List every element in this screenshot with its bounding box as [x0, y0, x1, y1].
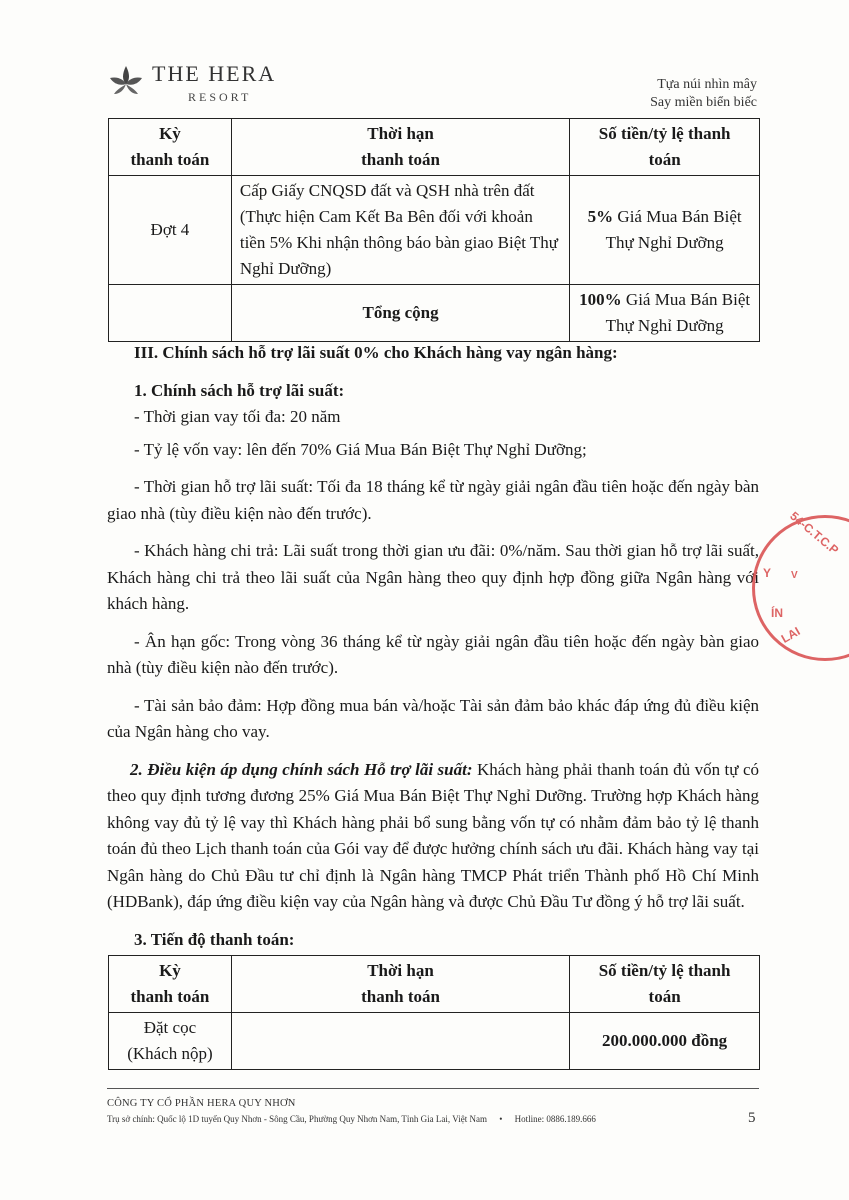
stamp-text: V — [791, 570, 798, 581]
page-number: 5 — [748, 1110, 756, 1126]
bullet-item: - Khách hàng chi trả: Lãi suất trong thời gian ưu đãi: 0%/năm. Sau thời gian hỗ trợ lãi suất, Khách hàng chi trả theo lãi suất của Ngân hàng theo quy định hợp đồng giữa Ngân hàng với khách hàng. — [107, 541, 759, 613]
table-row — [109, 1013, 760, 1070]
total-label: Tổng cộng — [231, 285, 569, 342]
subsection-2-paragraph: 2. Điều kiện áp dụng chính sách Hỗ trợ lãi suất: Khách hàng phải thanh toán đủ vốn tự có theo quy định tương đương 25% Giá Mua Bán Biệt Thự Nghỉ Dưỡng. Trường hợp Khách hàng không vay đủ tỷ lệ vay thì Khách hàng phải bổ sung bằng vốn tự có nhằm đảm bảo tỷ lệ thanh toán đủ theo Lịch thanh toán của Gói vay để được hưởng chính sách ưu đãi. Khách hàng vay tại Ngân hàng do Chủ Đầu tư chỉ định là Ngân hàng TMCP Phát triển Thành phố Hồ Chí Minh (HDBank), đáp ứng điều kiện vay của Ngân hàng và được Chủ Đầu Tư đồng ý hỗ trợ lãi suất. — [107, 759, 760, 911]
lotus-logo-icon — [106, 62, 146, 102]
table-header-row — [109, 956, 760, 1013]
footer-address: Trụ sở chính: Quốc lộ 1D tuyến Quy Nhơn - Sông Cầu, Phường Quy Nhơn Nam, Tỉnh Gia Lai, Việt Nam — [107, 1114, 487, 1124]
row-period: Đặt cọc (Khách nộp) — [109, 1013, 232, 1070]
row-period: Đợt 4 — [109, 176, 232, 285]
row-term — [231, 1013, 569, 1070]
slogan — [650, 76, 757, 112]
section-heading: III. Chính sách hỗ trợ lãi suất 0% cho Khách hàng vay ngân hàng: — [134, 343, 618, 362]
bullet-item: - Thời gian hỗ trợ lãi suất: Tối đa 18 tháng kể từ ngày giải ngân đầu tiên hoặc đến ngày bàn giao nhà (tùy điều kiện nào đến trước). — [107, 477, 759, 523]
payment-schedule-table-1 — [108, 118, 760, 342]
slogan-line-2: Say miền biển biếc — [650, 95, 757, 110]
footer-divider — [107, 1088, 759, 1089]
slogan-line-1: Tựa núi nhìn mây — [657, 77, 757, 92]
stamp-text: LAI — [778, 624, 803, 646]
bullet-item: - Tỷ lệ vốn vay: lên đến 70% Giá Mua Bán Biệt Thự Nghỉ Dưỡng; — [134, 439, 587, 459]
logo-name: THE HERA — [152, 61, 277, 86]
bullet-item: - Tài sản bảo đảm: Hợp đồng mua bán và/hoặc Tài sản đảm bảo khác đáp ứng đủ điều kiện của Ngân hàng cho vay. — [107, 695, 759, 741]
footer-hotline: Hotline: 0886.189.666 — [514, 1114, 596, 1124]
total-amount: 100% Giá Mua Bán Biệt Thự Nghỉ Dưỡng — [570, 285, 760, 342]
footer-bullet: • — [499, 1114, 503, 1124]
stamp-text: 54-C.T.C.P — [787, 508, 842, 558]
table-row — [109, 176, 760, 285]
footer-address-line — [107, 1114, 596, 1124]
row-term: Cấp Giấy CNQSD đất và QSH nhà trên đất (Thực hiện Cam Kết Ba Bên đối với khoản tiền 5% Khi nhận thông báo bàn giao Biệt Thự Nghỉ Dưỡng) — [231, 176, 569, 285]
table-total-row — [109, 285, 760, 342]
subsection-3-heading: 3. Tiến độ thanh toán: — [134, 929, 295, 949]
footer-company: CÔNG TY CỔ PHẦN HERA QUY NHƠN — [107, 1098, 296, 1109]
stamp-text: ÍN — [771, 606, 783, 620]
header-period: Kỳ thanh toán — [109, 956, 232, 1013]
company-seal-stamp — [752, 508, 849, 661]
header-period: Kỳ thanh toán — [109, 119, 232, 176]
logo-subtitle: RESORT — [188, 90, 252, 104]
header-amount: Số tiền/tỷ lệ thanh toán — [570, 119, 760, 176]
row-amount: 5% Giá Mua Bán Biệt Thự Nghỉ Dưỡng — [570, 176, 760, 285]
table-header-row — [109, 119, 760, 176]
header-term: Thời hạn thanh toán — [231, 119, 569, 176]
bullet-item: - Thời gian vay tối đa: 20 năm — [134, 407, 341, 426]
payment-schedule-table-2 — [108, 955, 760, 1070]
header-term: Thời hạn thanh toán — [231, 956, 569, 1013]
subsection-1-heading: 1. Chính sách hỗ trợ lãi suất: — [134, 380, 345, 400]
stamp-text: Y — [763, 566, 772, 580]
bullet-item: - Ân hạn gốc: Trong vòng 36 tháng kể từ ngày giải ngân đầu tiên hoặc đến ngày bàn giao nhà (tùy điều kiện nào đến trước). — [107, 631, 759, 677]
main-content — [107, 340, 759, 953]
row-amount: 200.000.000 đồng — [570, 1013, 760, 1070]
header-amount: Số tiền/tỷ lệ thanh toán — [570, 956, 760, 1013]
